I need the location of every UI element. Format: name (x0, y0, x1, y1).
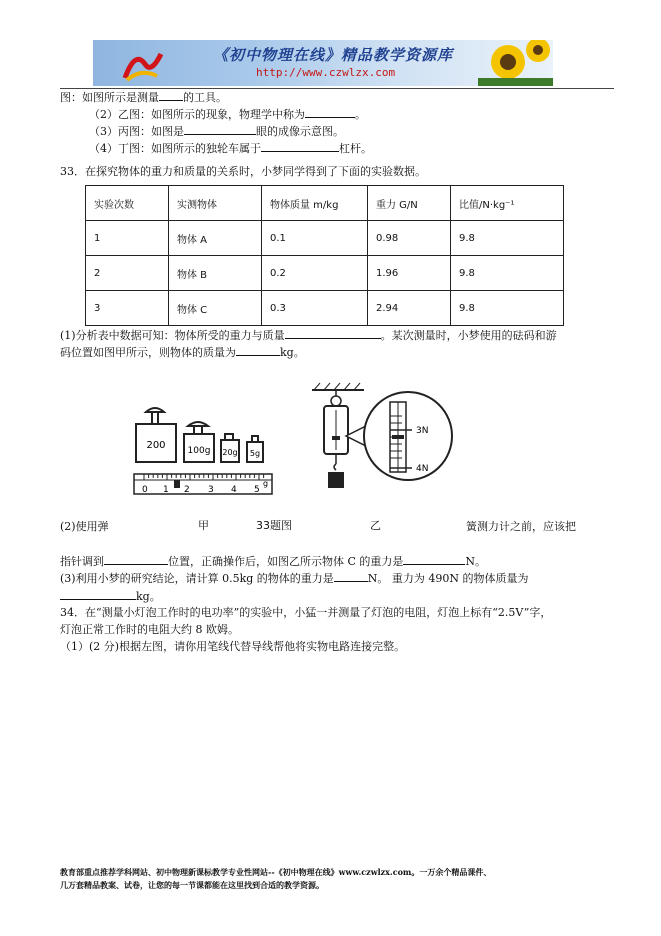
svg-text:5g: 5g (249, 449, 261, 458)
table-header-cell: 实测物体 (169, 186, 262, 221)
sunflower-icon (478, 40, 553, 86)
intro-line-4: （4）丁图：如图所示的独轮车属于 杠杆。 (89, 142, 372, 155)
figure-caption-right: 乙 (370, 519, 381, 532)
q33-part3-line1: (3)利用小梦的研究结论，请计算 0.5kg 的物体的重力是 N。 重力为 490N 的物体质量为 (60, 572, 529, 585)
header-banner (93, 40, 553, 86)
ruler-tick-label: 0 (142, 485, 148, 495)
spring-scale-figure (300, 380, 470, 500)
weight-5g (247, 436, 263, 462)
ruler-tick-label: 5 (254, 485, 260, 495)
table-cell: 2 (86, 256, 169, 291)
ruler-tick-label: 2 (184, 485, 190, 495)
ruler-tick-label: 3 (208, 485, 214, 495)
table-cell: 0.2 (262, 256, 368, 291)
table-cell: 9.8 (451, 291, 564, 326)
intro-line-1: 图：如图所示是测量 的工具。 (60, 91, 227, 104)
table-row (86, 221, 564, 256)
table-cell: 9.8 (451, 256, 564, 291)
banner-url: http://www.czwlzx.com (256, 66, 396, 79)
intro-line-2: （2）乙图：如图所示的现象，物理学中称为 。 (89, 108, 366, 121)
ruler-unit-label: g (263, 479, 269, 488)
q34-line3: （1）(2 分)根据左图，请你用笔线代替导线帮他将实物电路连接完整。 (60, 640, 406, 653)
footer-line1: 教育部重点推荐学科网站、初中物理新课标教学专业性网站--《初中物理在线》www.czwlzx.com。一万余个精品课件、 (60, 867, 492, 877)
q33-part3-line2: kg。 (60, 588, 161, 605)
table-header-cell: 物体质量 m/kg (262, 186, 368, 221)
intro-line-3: （3）丙图：如图是 眼的成像示意图。 (89, 125, 344, 138)
scale-label-3n: 3N (416, 426, 429, 436)
weight-20g (221, 434, 239, 462)
table-header-row (86, 186, 564, 221)
table-cell: 物体 C (169, 291, 262, 326)
weight-100g (184, 422, 214, 462)
svg-text:200: 200 (146, 440, 166, 451)
table-cell: 0.3 (262, 291, 368, 326)
table-cell: 物体 A (169, 221, 262, 256)
figure-caption-left: 甲 (198, 519, 209, 532)
q33-part2-line2: 指针调到 位置，正确操作后，如图乙所示物体 C 的重力是 N。 (60, 555, 487, 568)
magnifier-circle (364, 392, 452, 480)
scale-pointer (392, 435, 404, 439)
table-row (86, 256, 564, 291)
rider-weight (174, 480, 180, 488)
table-row (86, 291, 564, 326)
ruler-tick-label: 1 (163, 485, 169, 495)
q34-line1: 34．在“测量小灯泡工作时的电功率”的实验中，小猛一并测量了灯泡的电阻，灯泡上标有“2.5V”字， (60, 606, 552, 619)
weight-200 (136, 408, 176, 462)
table-cell: 0.1 (262, 221, 368, 256)
ruler-tick-label: 4 (231, 485, 237, 495)
q33-stem: 33．在探究物体的重力和质量的关系时，小梦同学得到了下面的实验数据。 (60, 165, 426, 178)
beam-ruler-figure (132, 472, 276, 498)
table-cell: 0.98 (368, 221, 451, 256)
banner-title: 《初中物理在线》精品教学资源库 (213, 46, 454, 64)
table-cell: 1.96 (368, 256, 451, 291)
svg-text:20g: 20g (222, 448, 238, 457)
table-header-cell: 重力 G/N (368, 186, 451, 221)
scale-label-4n: 4N (416, 464, 429, 474)
site-logo-icon (121, 46, 165, 82)
table-cell: 1 (86, 221, 169, 256)
figure-caption-mid: 33题图 (256, 519, 292, 532)
table-header-cell: 比值/N·kg⁻¹ (451, 186, 564, 221)
table-cell: 2.94 (368, 291, 451, 326)
q34-line2: 灯泡正常工作时的电阻大约 8 欧姆。 (60, 623, 239, 636)
q33-data-table (85, 185, 564, 326)
object-block (328, 472, 344, 488)
q33-part2-start: (2)使用弹 (60, 520, 109, 533)
q33-part1-line1: (1)分析表中数据可知：物体所受的重力与质量 。某次测量时，小梦使用的砝码和游 (60, 329, 557, 342)
table-header-cell: 实验次数 (86, 186, 169, 221)
footer-line2: 几万套精品教案、试卷，让您的每一节课都能在这里找到合适的教学资源。 (60, 880, 324, 890)
q33-part1-line2: 码位置如图甲所示，则物体的质量为 kg。 (60, 346, 305, 359)
table-cell: 9.8 (451, 221, 564, 256)
q33-part2-end: 簧测力计之前，应该把 (466, 520, 576, 533)
svg-text:100g: 100g (187, 446, 211, 456)
table-cell: 3 (86, 291, 169, 326)
table-cell: 物体 B (169, 256, 262, 291)
